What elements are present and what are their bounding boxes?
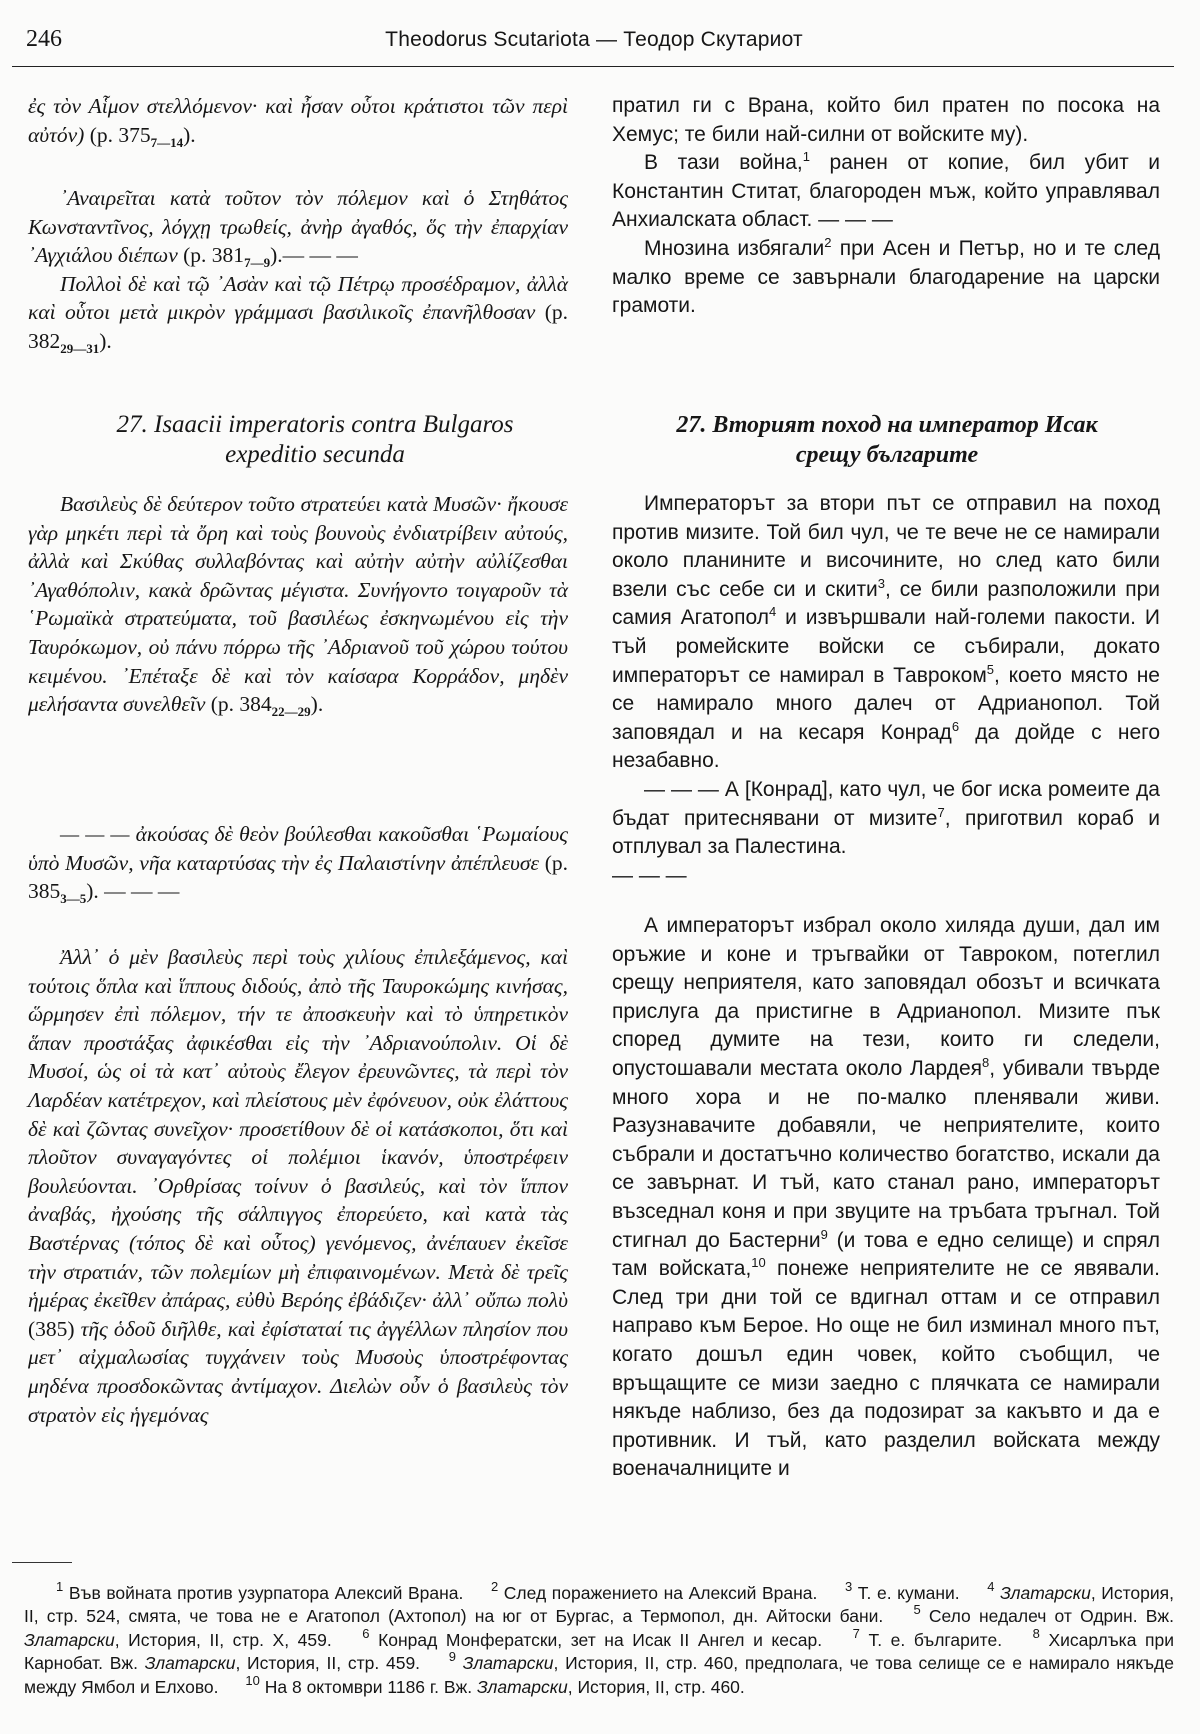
text-run: понеже неприятелите не се явявали. След три дни той се вдигнал оттам и се отправил направо към Бероe. Но още не бил изминал много път, когато дошъл един човек, който съобщил, че връщащите се мизи заедно с плячката се намирали някъде наблизо, без да подозират за какъвто и да е противник. И тъй, като разделил войската между военачалниците и xyxy=(612,1257,1160,1481)
bulgarian-text: , приготвил кораб и отплувал за Палестина. xyxy=(612,806,1160,859)
heading-line: expeditio secunda xyxy=(225,441,405,468)
text-run: Село недалеч от Одрин. Вж. xyxy=(928,1606,1174,1627)
bulgarian-text: при Асен и Петър, но и те след малко време се завърнали благодарение на царски грамоти. xyxy=(612,236,1160,318)
ref-lines: 7—9 xyxy=(244,255,271,271)
greek-text: — — — ἀκούσας δὲ θεὸν βούλεσθαι κακοῦσθαι ῾Ρωμαίους ὑπὸ Μυσῶν, νῆα καταρτύσας τὴν ἐς Παλαιστίνην ἀπέπλευσε xyxy=(28,822,568,875)
text-run: , История, II, стр. 459. xyxy=(235,1653,421,1674)
heading-line: срещу българите xyxy=(795,442,979,468)
footnote-marker[interactable]: 6 xyxy=(951,718,960,734)
greek-passage-2 xyxy=(28,184,568,356)
footnote-number: 9 xyxy=(448,1649,457,1665)
text-run: (и това е едно селище) и спрял там войската, xyxy=(612,1228,1160,1281)
heading-line: 27. Вторият поход на император Исак xyxy=(676,412,1098,438)
footnote-marker[interactable]: 10 xyxy=(751,1255,766,1271)
footnote-marker[interactable]: 3 xyxy=(877,575,886,591)
greek-text: Πολλοὶ δὲ καὶ τῷ ᾿Ασὰν καὶ τῷ Πέτρῳ προσέδραμον, ἀλλὰ καὶ οὗτοι μετὰ μικρὸν γράμμασι βασιλικοῖς ἐπανῆλθοσαν xyxy=(28,271,568,325)
ref-end: ). — — — xyxy=(86,879,180,904)
footnote-marker[interactable]: 8 xyxy=(982,1054,990,1070)
ref-text: (p. 375 xyxy=(89,122,151,147)
bulgarian-text: — — — А [Конрад], като чул, че бог иска ромеите да бъдат притеснявани от мизите xyxy=(612,777,1160,830)
bulgarian-passage-2 xyxy=(612,490,1160,890)
page-reference xyxy=(210,692,324,720)
footnote-3 xyxy=(844,1579,960,1603)
text-run: , което място не се намирало много далеч от Адрианопол. Той заповядал и на кесаря Конрад xyxy=(612,663,1160,744)
text-run: , История, II, стр. 524, смята, че това не е Агатопол (Ахтопол) на юг от Бургас, а Термопол, дн. Айтоски бани. xyxy=(24,1583,1174,1627)
section-heading-bulgarian xyxy=(612,410,1162,470)
page-number: 246 xyxy=(26,26,62,52)
bulgarian-text: В тази война, xyxy=(644,151,803,175)
greek-passage-4 xyxy=(28,820,568,906)
page-reference: (385) xyxy=(28,1316,75,1341)
text-run: А императорът избрал около хиляда души, дал им оръжие и коне и тръгвайки от Тавроком, потеглил срещу неприятеля, като заповядал обозът и всичката прислуга да пристигне в Адрианопол. Мизите пък според думите на тези, които ги следели, опустошавали местата около Лардея xyxy=(612,914,1160,1080)
bulgarian-passage-3 xyxy=(612,912,1160,1484)
page-header xyxy=(14,26,1174,60)
author-name: Златарски xyxy=(462,1653,554,1674)
text-run: , История, II, стр. 460, предполага, че това селище се е намирало някъде между Ямбол и Елхово. xyxy=(24,1653,1174,1697)
text-run: , История, II, стр. 460. xyxy=(567,1676,745,1697)
ref-text: (p. 381 xyxy=(183,243,245,268)
text-run: Императорът за втори път се отправил на поход против мизите. Той бил чул, че те вече не се намирали около планините и височините, но след като били взели със себе си и скити xyxy=(612,492,1160,601)
text-run: Във войната против узурпатора Алексий Врана. xyxy=(68,1583,464,1603)
greek-text: τῆς ὁδοῦ διῆλθε, καὶ ἐφίσταταί τις ἀγγέλλων πλησίον που μετ᾿ αἰχμαλωσίας τυγχάνειν τοὺς Μυσοὺς ὑποστρέφοντας μηδένα προσδοκῶντας ἀντίμαχον. Διελὼν οὖν ὁ βασιλεὺς τὸν στρατὸν εἰς ἡγεμόνας xyxy=(28,1316,568,1427)
text-run: да дойде с него незабавно. xyxy=(612,720,1160,773)
footnote-number: 7 xyxy=(852,1625,860,1641)
ref-text: (p. 384 xyxy=(210,692,272,717)
ref-text: (p. 385 xyxy=(28,850,568,904)
bulgarian-paragraph xyxy=(612,490,1160,776)
text-run: , убивали твърде много хора и не по-малко пленявали живи. Разузнавачите добавяли, че неприятелите, които събрали и достатъчно количество богатство, искали да се завърнат. И тъй, като станал рано, императорът възседнал коня и при звуците на тръбата тръгнал. Той стигнал до Бастерни xyxy=(612,1056,1160,1252)
greek-passage-5 xyxy=(28,943,568,1429)
footnote-1 xyxy=(56,1579,464,1603)
omission-dashes: — — — xyxy=(612,863,687,887)
greek-passage-1 xyxy=(28,92,568,149)
footnote-marker[interactable]: 2 xyxy=(824,234,832,250)
footnote-marker[interactable]: 4 xyxy=(768,604,777,620)
text-run: Т. е. кумани. xyxy=(857,1583,960,1603)
footnote-number: 8 xyxy=(1032,1625,1040,1641)
text-run: , се били разположили при самия Агатопол xyxy=(612,577,1160,630)
footnote-2 xyxy=(490,1579,818,1603)
footnote-marker[interactable]: 7 xyxy=(937,804,945,820)
footnote-number: 4 xyxy=(987,1579,995,1594)
author-name: Златарски xyxy=(1000,1583,1091,1603)
author-name: Златарски xyxy=(24,1629,115,1650)
footnote-10 xyxy=(245,1672,745,1697)
page-reference xyxy=(89,122,196,150)
footnotes xyxy=(24,1579,1174,1699)
greek-text: ᾿Αναιρεῖται κατὰ τοῦτον τὸν πόλεμον καὶ ὁ Στηθάτος Κωνσταντῖνος, λόγχῃ τρωθείς, ἀνὴρ ἀγαθός, ὅς τὴν ἐπαρχίαν ᾿Αγχιάλου διέπων xyxy=(28,186,568,268)
greek-text: Βασιλεὺς δὲ δεύτερον τοῦτο στρατεύει κατὰ Μυσῶν· ἤκουσε γὰρ μηκέτι περὶ τὰ ὄρη καὶ τοὺς βουνοὺς ἐνδιατρίβειν αὐτούς, ἀλλὰ καὶ Σκύθας συλλαβόντας καὶ αὐτὴν αὐτὴν αὐλίζεσθαι ᾿Αγαθόπολιν, κακὰ δρῶντας μέγιστα. Συνήγοντο τοιγαροῦν τὰ ῾Ρωμαϊκὰ στρατεύματα, τοῦ βασιλέως ἐσκηνωμένου εἰς τὴν Ταυρόκωμον, οὐ πάνυ πόρρω τῆς ᾿Αδριανοῦ τοῦ χώρου τούτου κειμένου. ᾿Επέταξε δὲ καὶ τὸν καίσαρα Κορράδον, μηδὲν μελήσαντα συνελθεῖν xyxy=(28,492,568,717)
author-name: Златарски xyxy=(476,1676,568,1697)
footnote-marker[interactable]: 9 xyxy=(820,1226,828,1242)
bulgarian-text: пратил ги с Врана, който бил пратен по посока на Хемус; те били най-силни от войските му). xyxy=(612,94,1160,146)
greek-passage-3 xyxy=(28,490,568,719)
text-run: На 8 октомври 1186 г. Вж. xyxy=(264,1676,477,1697)
footnote-number: 1 xyxy=(56,1579,64,1594)
text-run: , История, II, стр. X, 459. xyxy=(114,1629,332,1650)
ref-lines: 3—5 xyxy=(60,891,87,907)
greek-text: ἐς τὸν Αἷμον στελλόμενον· καὶ ἦσαν οὗτοι κράτιστοι τῶν περὶ αὐτόν) xyxy=(28,94,568,147)
bulgarian-text: ранен от копие, бил убит и Константин Ститат, благороден мъж, който управлявал Анхиалската област. — — — xyxy=(612,151,1160,232)
ref-lines: 7—14 xyxy=(150,134,184,150)
text-run: Конрад Монфератски, зет на Исак II Ангел и кесар. xyxy=(378,1629,823,1650)
footnote-marker[interactable]: 1 xyxy=(802,149,810,165)
footnote-number: 3 xyxy=(844,1579,853,1594)
ref-end: ). xyxy=(310,692,324,717)
greek-text: Ἀλλ᾿ ὁ μὲν βασιλεὺς περὶ τοὺς χιλίους ἐπιλεξάμενος, καὶ τούτοις ὅπλα καὶ ἵππους διδούς, ἀπὸ τῆς Ταυροκώμης κινήσας, ὥρμησεν ἐπὶ πόλεμον, τήν τε ἀποσκευὴν καὶ τὸ ὑπηρετικὸν ἅπαν προστάξας ἀφικέσθαι εἰς τὴν ᾿Αδριανούπολιν. Οἱ δὲ Μυσοί, ὡς οἱ τὰ κατ᾿ αὐτοὺς ἔλεγον ἐρευνῶντες, τὰ περὶ τὸν Λαρδέαν κατέτρεχον, καὶ πλείστους μὲν ἐφόνευον, οὐκ ἐλάττους δὲ καὶ ζῶντας συνεῖχον· προσετίθουν δὲ οἱ κατάσκοποι, ὅτι καὶ πλοῦτον συναγαγόντες οἱ πολέμιοι ἱκανόν, ὑποστρέφειν βουλεύονται. ᾿Ορθρίσας τοίνυν ὁ βασιλεύς, καὶ τὸν ἵππον ἀναβάς, ἠχούσης τῆς σάλπιγγος ἐπορεύετο, καὶ κατὰ τὰς Βαστέρνας (τόπος δὲ καὶ οὗτος) γενόμενος, ἀνέπαυεν ἐκεῖσε τὴν στρατιάν, τῶν πολεμίων μὴ ἐπιφαινομένων. Μετὰ δὲ τρεῖς ἡμέρας ἐκεῖθεν ἀπάρας, εὐθὺ Βερόης ἐβάδιζεν· ἀλλ᾿ οὔπω πολὺ xyxy=(28,945,568,1313)
heading-line: 27. Isaacii imperatoris contra Bulgaros xyxy=(116,411,514,438)
header-rule xyxy=(12,66,1174,67)
footnote-number: 6 xyxy=(362,1625,370,1641)
footnote-number: 2 xyxy=(490,1579,499,1594)
text-run: Хисарлъка при Карнобат. Вж. xyxy=(24,1629,1174,1674)
page-reference xyxy=(183,243,358,271)
footnote-rule xyxy=(12,1562,72,1563)
bulgarian-passage-1 xyxy=(612,92,1160,321)
ref-end: ). xyxy=(183,122,196,147)
ref-end: ).— — — xyxy=(270,243,358,268)
section-heading-latin xyxy=(60,410,570,470)
footnote-number: 5 xyxy=(913,1602,921,1618)
bulgarian-text: Мнозина избягали xyxy=(644,236,825,260)
ref-text: (p. 382 xyxy=(28,300,568,353)
text-run: След поражението на Алексий Врана. xyxy=(503,1583,818,1603)
author-name: Златарски xyxy=(144,1653,236,1674)
footnote-6 xyxy=(362,1625,823,1650)
bulgarian-paragraph xyxy=(612,912,1160,1484)
text-run: и извършвали най-големи пакости. И тъй ромейските войски се събирали, докато императорът се намирал в Тавроком xyxy=(612,606,1160,687)
ref-lines: 22—29 xyxy=(271,704,311,720)
ref-lines: 29—31 xyxy=(60,340,100,356)
footnote-marker[interactable]: 5 xyxy=(986,661,994,677)
footnote-7 xyxy=(852,1625,1003,1650)
footnote-number: 10 xyxy=(245,1672,260,1688)
text-run: Т. е. българите. xyxy=(868,1629,1003,1650)
ref-end: ). xyxy=(99,328,112,353)
running-title: Theodorus Scutariota — Теодор Скутариот xyxy=(385,28,803,51)
